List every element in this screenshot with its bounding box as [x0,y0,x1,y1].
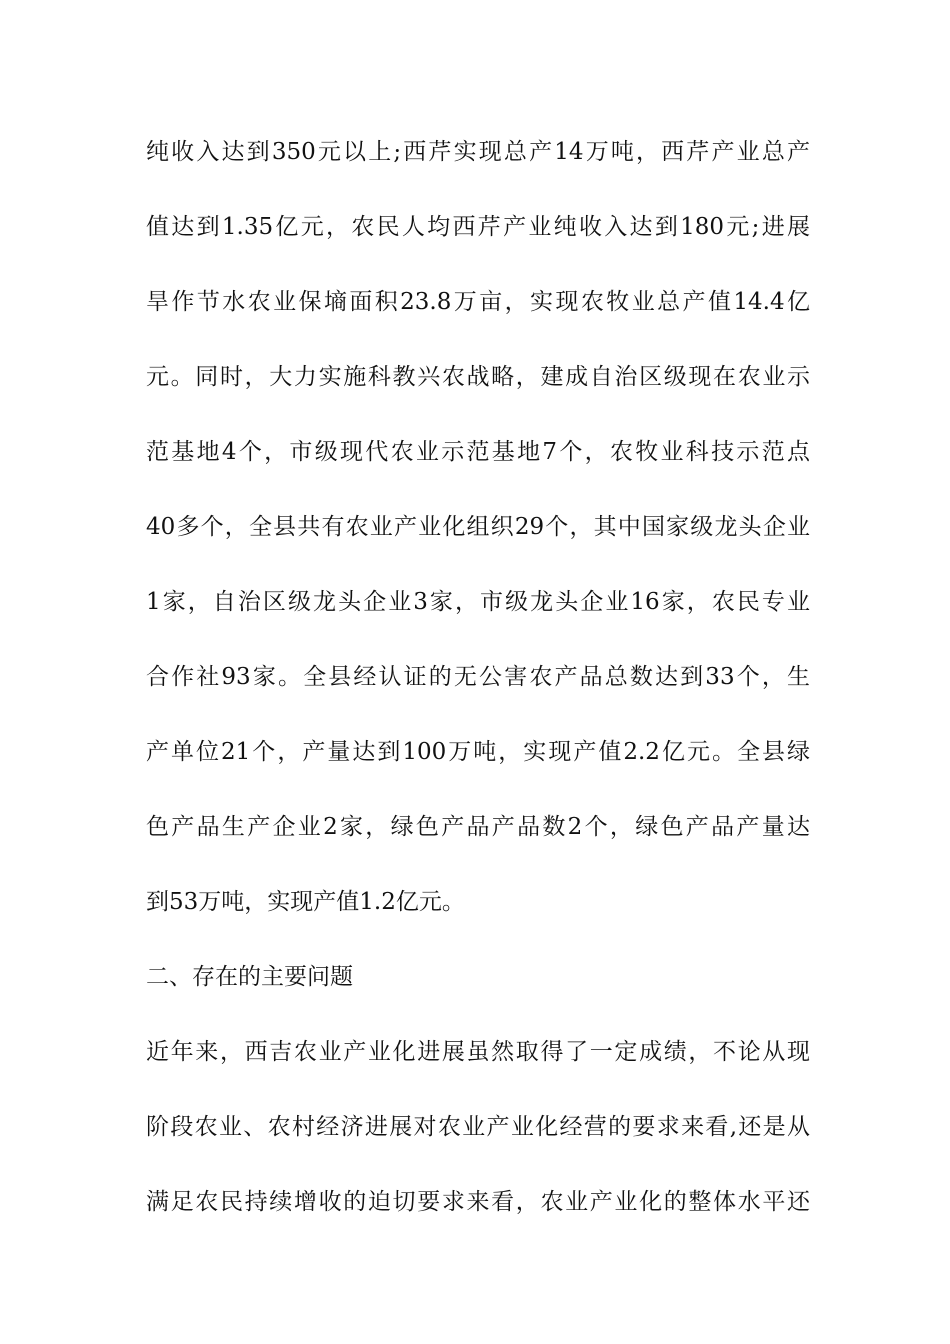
text-line-13: 近年来，西吉农业产业化进展虽然取得了一定成绩，不论从现 [146,1039,810,1065]
text-line-5: 范基地4个，市级现代农业示范基地7个，农牧业科技示范点 [146,439,810,465]
document-body [146,130,810,1255]
text-line-15: 满足农民持续增收的迫切要求来看，农业产业化的整体水平还 [146,1189,810,1215]
text-line-7: 1家，自治区级龙头企业3家，市级龙头企业16家，农民专业 [146,589,810,615]
text-line-3: 旱作节水农业保墒面积23.8万亩，实现农牧业总产值14.4亿 [146,289,810,315]
text-line-9: 产单位21个，产量达到100万吨，实现产值2.2亿元。全县绿 [146,739,810,765]
text-line-1: 纯收入达到350元以上;西芹实现总产14万吨，西芹产业总产 [146,139,810,165]
text-line-4: 元。同时，大力实施科教兴农战略，建成自治区级现在农业示 [146,364,810,390]
text-line-2: 值达到1.35亿元，农民人均西芹产业纯收入达到180元;进展 [146,214,810,240]
text-line-11: 到53万吨，实现产值1.2亿元。 [146,889,465,915]
text-line-6: 40多个，全县共有农业产业化组织29个，其中国家级龙头企业 [146,514,810,540]
section-heading: 二、存在的主要问题 [146,964,353,990]
text-line-14: 阶段农业、农村经济进展对农业产业化经营的要求来看,还是从 [146,1114,810,1140]
text-line-10: 色产品生产企业2家，绿色产品产品数2个，绿色产品产量达 [146,814,810,840]
text-line-8: 合作社93家。全县经认证的无公害农产品总数达到33个，生 [146,664,810,690]
